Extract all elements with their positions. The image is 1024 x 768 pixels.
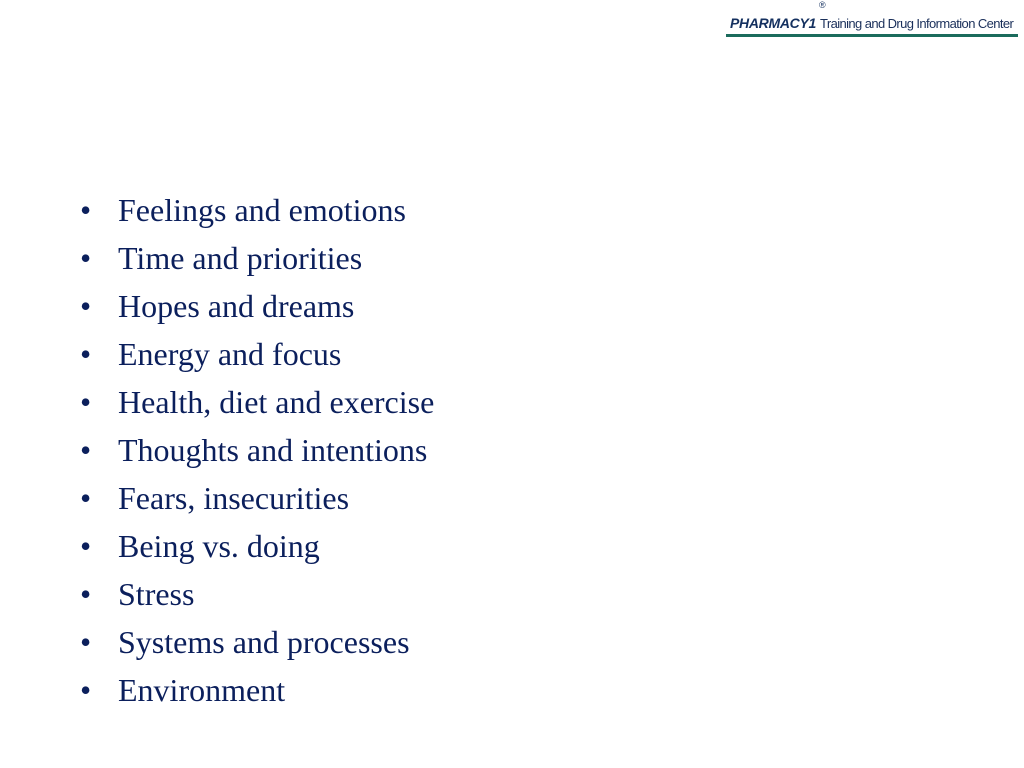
bullet-icon: • — [80, 288, 92, 324]
bullet-icon: • — [80, 384, 92, 420]
list-item-text: Thoughts and intentions — [118, 432, 428, 468]
bullet-icon: • — [80, 528, 92, 564]
bullet-icon: • — [80, 624, 92, 660]
list-item-text: Environment — [118, 672, 286, 708]
bullet-icon: • — [80, 576, 92, 612]
list-item — [80, 572, 434, 620]
list-item-text: Time and priorities — [118, 240, 363, 276]
list-item — [80, 332, 434, 380]
bullet-icon: • — [80, 432, 92, 468]
list-item-text: Stress — [118, 576, 195, 612]
bullet-icon: • — [80, 336, 92, 372]
list-item-text: Energy and focus — [118, 336, 342, 372]
list-item — [80, 380, 434, 428]
bullet-icon: • — [80, 240, 92, 276]
list-item-text: Hopes and dreams — [118, 288, 355, 324]
list-item-text: Health, diet and exercise — [118, 384, 435, 420]
logo-underline — [726, 34, 1018, 37]
list-item-text: Being vs. doing — [118, 528, 320, 564]
logo-brand: PHARMACY1 — [730, 15, 816, 31]
list-item — [80, 284, 434, 332]
list-item-text: Systems and processes — [118, 624, 410, 660]
list-item-text: Fears, insecurities — [118, 480, 350, 516]
list-item — [80, 524, 434, 572]
registered-trademark: ® — [819, 0, 826, 10]
list-item — [80, 620, 434, 668]
bullet-icon: • — [80, 480, 92, 516]
list-item — [80, 476, 434, 524]
list-item — [80, 428, 434, 476]
list-item — [80, 188, 434, 236]
bullet-icon: • — [80, 192, 92, 228]
pharmacy1-logo — [726, 2, 1018, 38]
list-item — [80, 668, 434, 716]
logo-subtitle: Training and Drug Information Center — [820, 16, 1014, 31]
bullet-icon: • — [80, 672, 92, 708]
list-item — [80, 236, 434, 284]
list-item-text: Feelings and emotions — [118, 192, 406, 228]
bullet-list — [80, 188, 434, 716]
